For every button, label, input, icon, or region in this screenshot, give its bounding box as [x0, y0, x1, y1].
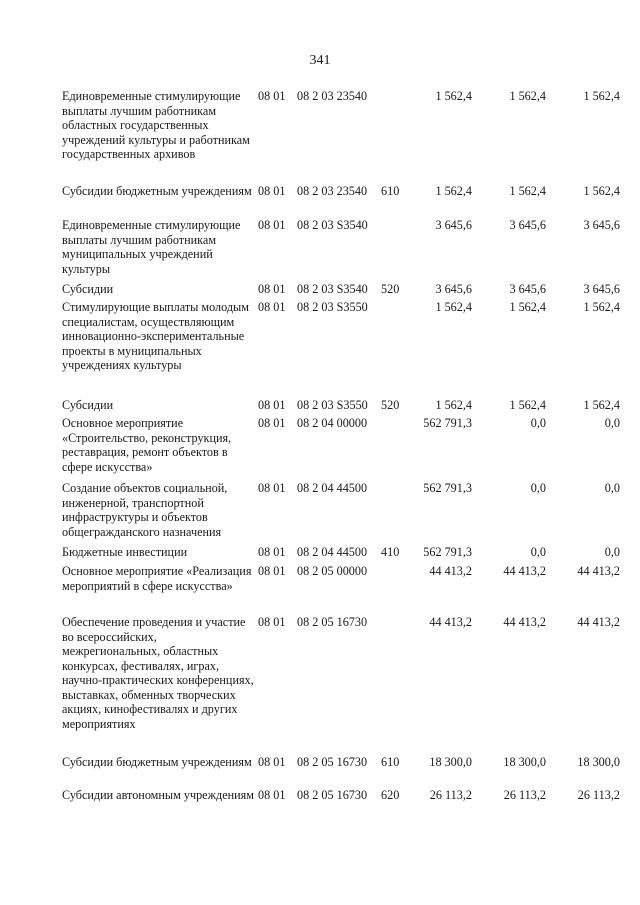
row-target-article: 08 2 03 S3540	[297, 282, 368, 296]
row-expense-type: 620	[381, 788, 400, 802]
row-amount-year3: 44 413,2	[577, 564, 620, 578]
row-target-article: 08 2 04 00000	[297, 416, 368, 430]
row-name: Бюджетные инвестиции	[62, 545, 188, 559]
row-amount-year1: 44 413,2	[429, 564, 472, 578]
row-section-code: 08 01	[258, 788, 286, 802]
row-section-code: 08 01	[258, 615, 286, 629]
row-amount-year3: 1 562,4	[583, 300, 620, 314]
row-name: Субсидии бюджетным учреждениям	[62, 184, 252, 198]
row-amount-year2: 0,0	[530, 545, 546, 559]
row-expense-type: 520	[381, 398, 400, 412]
row-name: Единовременные стимулирующие выплаты лучшим работникам областных государственных учреждений культуры и работникам государственных архивов	[62, 89, 250, 161]
row-section-code: 08 01	[258, 89, 286, 103]
row-amount-year3: 3 645,6	[583, 282, 620, 296]
row-target-article: 08 2 05 16730	[297, 788, 368, 802]
row-target-article: 08 2 03 S3550	[297, 300, 368, 314]
row-amount-year1: 1 562,4	[435, 184, 472, 198]
page-number: 341	[309, 53, 331, 68]
row-target-article: 08 2 05 16730	[297, 615, 368, 629]
row-target-article: 08 2 04 44500	[297, 481, 368, 495]
row-section-code: 08 01	[258, 398, 286, 412]
row-amount-year1: 1 562,4	[435, 300, 472, 314]
row-amount-year1: 26 113,2	[429, 788, 472, 802]
row-name: Субсидии	[62, 398, 114, 412]
row-amount-year2: 3 645,6	[509, 282, 546, 296]
row-amount-year2: 44 413,2	[503, 564, 546, 578]
row-expense-type: 520	[381, 282, 400, 296]
row-amount-year1: 1 562,4	[435, 398, 472, 412]
row-section-code: 08 01	[258, 282, 286, 296]
row-amount-year2: 1 562,4	[509, 184, 546, 198]
row-target-article: 08 2 03 S3550	[297, 398, 368, 412]
row-amount-year1: 562 791,3	[423, 416, 472, 430]
row-amount-year2: 0,0	[530, 481, 546, 495]
row-section-code: 08 01	[258, 755, 286, 769]
row-amount-year3: 26 113,2	[577, 788, 620, 802]
row-expense-type: 610	[381, 755, 400, 769]
row-target-article: 08 2 03 S3540	[297, 218, 368, 232]
row-amount-year3: 0,0	[604, 545, 620, 559]
row-name: Обеспечение проведения и участие во всероссийских, межрегиональных, областных конкурсах, фестивалях, играх, научно-практических конференциях, выставках, обменных творческих акциях, кинофестивалях и других мероприятиях	[62, 615, 254, 731]
row-section-code: 08 01	[258, 184, 286, 198]
row-section-code: 08 01	[258, 564, 286, 578]
row-amount-year1: 3 645,6	[435, 218, 472, 232]
row-amount-year3: 1 562,4	[583, 184, 620, 198]
row-name: Субсидии бюджетным учреждениям	[62, 755, 252, 769]
row-name: Субсидии автономным учреждениям	[62, 788, 254, 802]
row-amount-year1: 44 413,2	[429, 615, 472, 629]
row-amount-year2: 18 300,0	[503, 755, 546, 769]
row-amount-year2: 44 413,2	[503, 615, 546, 629]
row-name: Основное мероприятие «Реализация мероприятий в сфере искусства»	[62, 564, 252, 593]
row-section-code: 08 01	[258, 300, 286, 314]
row-amount-year3: 18 300,0	[577, 755, 620, 769]
row-amount-year2: 1 562,4	[509, 89, 546, 103]
row-amount-year2: 3 645,6	[509, 218, 546, 232]
row-amount-year3: 0,0	[604, 416, 620, 430]
row-name: Единовременные стимулирующие выплаты лучшим работникам муниципальных учреждений культуры	[62, 218, 241, 276]
row-amount-year3: 0,0	[604, 481, 620, 495]
row-amount-year2: 26 113,2	[503, 788, 546, 802]
row-target-article: 08 2 04 44500	[297, 545, 368, 559]
row-expense-type: 610	[381, 184, 400, 198]
row-target-article: 08 2 03 23540	[297, 184, 368, 198]
row-name: Субсидии	[62, 282, 114, 296]
row-target-article: 08 2 05 00000	[297, 564, 368, 578]
row-amount-year1: 1 562,4	[435, 89, 472, 103]
row-section-code: 08 01	[258, 481, 286, 495]
row-amount-year3: 1 562,4	[583, 89, 620, 103]
row-amount-year1: 562 791,3	[423, 481, 472, 495]
row-name: Основное мероприятие «Строительство, реконструкция, реставрация, ремонт объектов в сфере искусства»	[62, 416, 232, 474]
row-amount-year3: 1 562,4	[583, 398, 620, 412]
row-section-code: 08 01	[258, 545, 286, 559]
row-amount-year1: 18 300,0	[429, 755, 472, 769]
row-amount-year1: 562 791,3	[423, 545, 472, 559]
row-section-code: 08 01	[258, 416, 286, 430]
row-amount-year2: 1 562,4	[509, 300, 546, 314]
row-target-article: 08 2 03 23540	[297, 89, 368, 103]
row-expense-type: 410	[381, 545, 400, 559]
row-amount-year3: 44 413,2	[577, 615, 620, 629]
row-amount-year3: 3 645,6	[583, 218, 620, 232]
row-amount-year2: 1 562,4	[509, 398, 546, 412]
row-target-article: 08 2 05 16730	[297, 755, 368, 769]
row-section-code: 08 01	[258, 218, 286, 232]
row-amount-year1: 3 645,6	[435, 282, 472, 296]
row-name: Стимулирующие выплаты молодым специалистам, осуществляющим инновационно-экспериментальные проекты в муниципальных учреждениях культуры	[62, 300, 249, 372]
row-amount-year2: 0,0	[530, 416, 546, 430]
row-name: Создание объектов социальной, инженерной, транспортной инфраструктуры и объектов общегражданского назначения	[62, 481, 228, 539]
